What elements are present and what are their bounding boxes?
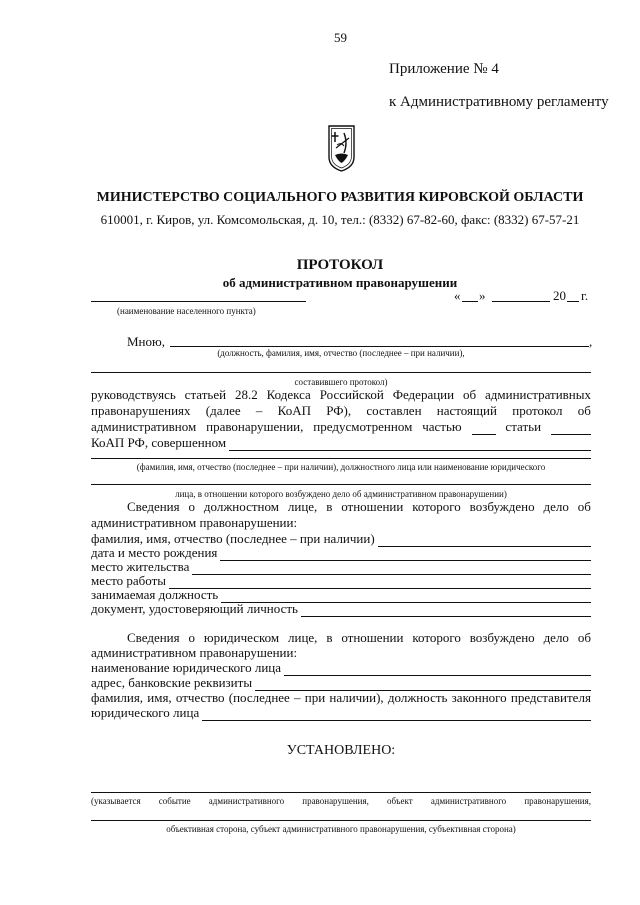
official-field-id-document [91, 601, 591, 617]
word: должностном [203, 499, 279, 514]
word: дело [543, 630, 569, 645]
coat-of-arms-emblem [327, 125, 356, 172]
word: административных [485, 387, 591, 402]
committed-by-line[interactable] [229, 439, 591, 451]
word: возбуждено [469, 630, 535, 645]
word: административном [91, 419, 197, 434]
article-blank[interactable] [551, 423, 591, 435]
established-line-1[interactable] [91, 792, 591, 793]
id-document-input-line[interactable] [301, 605, 591, 617]
word: руководствуясь [91, 387, 176, 402]
word: частью [422, 419, 462, 434]
word: представителя [510, 690, 591, 705]
part-blank[interactable] [472, 423, 496, 435]
word: Сведения [127, 630, 180, 645]
word: юридическом [203, 630, 280, 645]
word: при [304, 690, 326, 705]
established-heading: УСТАНОВЛЕНО: [286, 743, 396, 758]
paragraph1-line2 [91, 403, 591, 419]
place-caption: (наименование населенного пункта) [117, 306, 256, 316]
word: – [294, 690, 301, 705]
month-line[interactable] [492, 301, 550, 302]
word: – [255, 403, 263, 418]
word: правонарушении, [206, 419, 304, 434]
date-quote-close: » [479, 288, 486, 303]
mnoyu-caption-2: составившего протокол) [294, 377, 388, 387]
word: в [326, 499, 333, 514]
field-label: место работы [91, 573, 166, 588]
word: наличии), [329, 690, 384, 705]
word: о [188, 499, 195, 514]
word: административного [430, 796, 507, 806]
offender-caption: (фамилия, имя, отчество (последнее – при наличии), должностного лица или наименование юридического [136, 462, 546, 472]
word: объект [387, 796, 413, 806]
protocol-subtitle: об административном правонарушении [222, 275, 458, 290]
word: лице, [287, 499, 318, 514]
word: дело [543, 499, 569, 514]
field-label: фамилия, имя, отчество (последнее – при наличии) [91, 531, 375, 546]
legal-intro-2: административном правонарушении: [91, 645, 298, 660]
word: возбуждено [469, 499, 535, 514]
word: Кодекса [266, 387, 311, 402]
field-label: занимаемая должность [91, 587, 219, 602]
committed-label: КоАП РФ, совершенном [91, 435, 227, 450]
field-label: юридического лица [91, 705, 200, 720]
offender-line[interactable] [91, 458, 591, 459]
legal-field-name [91, 660, 591, 676]
word: административного [208, 796, 285, 806]
word: законного [451, 690, 507, 705]
day-line[interactable] [462, 301, 478, 302]
established-caption-1 [91, 796, 591, 806]
year-suffix: г. [581, 288, 589, 303]
word: Российской [319, 387, 384, 402]
word: статьи [505, 419, 542, 434]
word: правонарушения, [302, 796, 369, 806]
field-label: документ, удостоверяющий личность [91, 601, 298, 616]
appendix-reference: к Административному регламенту [389, 94, 609, 110]
word: Сведения [127, 499, 180, 514]
official-intro [127, 499, 591, 515]
ministry-name: МИНИСТЕРСТВО СОЦИАЛЬНОГО РАЗВИТИЯ КИРОВСКОЙ ОБЛАСТИ [96, 190, 584, 205]
official-author-line[interactable] [170, 346, 589, 347]
ministry-address: 610001, г. Киров, ул. Комсомольская, д. 10, тел.: (8332) 67-82-60, факс: (8332) 67-57-21 [100, 212, 580, 227]
word: событие [158, 796, 191, 806]
word: протокол [512, 403, 563, 418]
word: РФ), [326, 403, 352, 418]
word: об [462, 387, 477, 402]
word: статьей [184, 387, 227, 402]
word: об [577, 499, 591, 514]
word: настоящий [436, 403, 497, 418]
word: Федерации [392, 387, 455, 402]
word: (последнее [228, 690, 290, 705]
paragraph1-line4 [91, 435, 591, 451]
mnoyu-comma: , [589, 334, 593, 349]
established-line-2[interactable] [91, 820, 591, 821]
legal-rep-line2 [91, 705, 591, 721]
field-label: место жительства [91, 559, 190, 574]
field-label: дата и место рождения [91, 545, 218, 560]
protocol-title: ПРОТОКОЛ [296, 257, 384, 273]
legal-field-address [91, 675, 591, 691]
word: правонарушения, [524, 796, 591, 806]
offender-line-2[interactable] [91, 484, 591, 485]
word: отношении [341, 630, 404, 645]
field-label: наименование юридического лица [91, 660, 282, 675]
author-line-2[interactable] [91, 372, 591, 373]
place-line[interactable] [91, 301, 306, 302]
word: которого [412, 499, 461, 514]
official-intro-2: административном правонарушении: [91, 515, 298, 530]
word: составлен [366, 403, 422, 418]
legal-rep-line1 [91, 690, 591, 706]
paragraph1-line3 [91, 419, 591, 435]
word: фамилия, [91, 690, 144, 705]
date-quote-open: « [454, 288, 461, 303]
word: имя, [147, 690, 172, 705]
word: (далее [205, 403, 241, 418]
word: которого [412, 630, 461, 645]
legal-intro [127, 630, 591, 646]
paragraph1-line1 [91, 387, 591, 403]
mnoyu-label: Мною, [127, 334, 165, 349]
field-label: адрес, банковские реквизиты [91, 675, 253, 690]
mnoyu-caption: (должность, фамилия, имя, отчество (последнее – при наличии), [217, 348, 465, 358]
word: об [577, 630, 591, 645]
word: в [326, 630, 333, 645]
word: предусмотренном [313, 419, 413, 434]
page-number: 59 [334, 30, 347, 45]
word: 28.2 [234, 387, 258, 402]
word: КоАП [277, 403, 311, 418]
year-line[interactable] [567, 301, 579, 302]
legal-rep-input-line[interactable] [202, 709, 591, 721]
established-caption-2: объективная сторона, субъект административного правонарушения, субъективная сторона) [166, 824, 516, 834]
word: об [577, 403, 591, 418]
word: (указывается [91, 796, 141, 806]
word: о [188, 630, 195, 645]
word: правонарушениях [91, 403, 191, 418]
word: должность [387, 690, 448, 705]
year-prefix: 20 [553, 288, 566, 303]
word: отношении [341, 499, 404, 514]
word: отчество [175, 690, 225, 705]
offender-caption-2: лица, в отношении которого возбуждено дело об административном правонарушении) [175, 489, 507, 499]
word: лице, [288, 630, 318, 645]
appendix-number: Приложение № 4 [389, 61, 499, 77]
